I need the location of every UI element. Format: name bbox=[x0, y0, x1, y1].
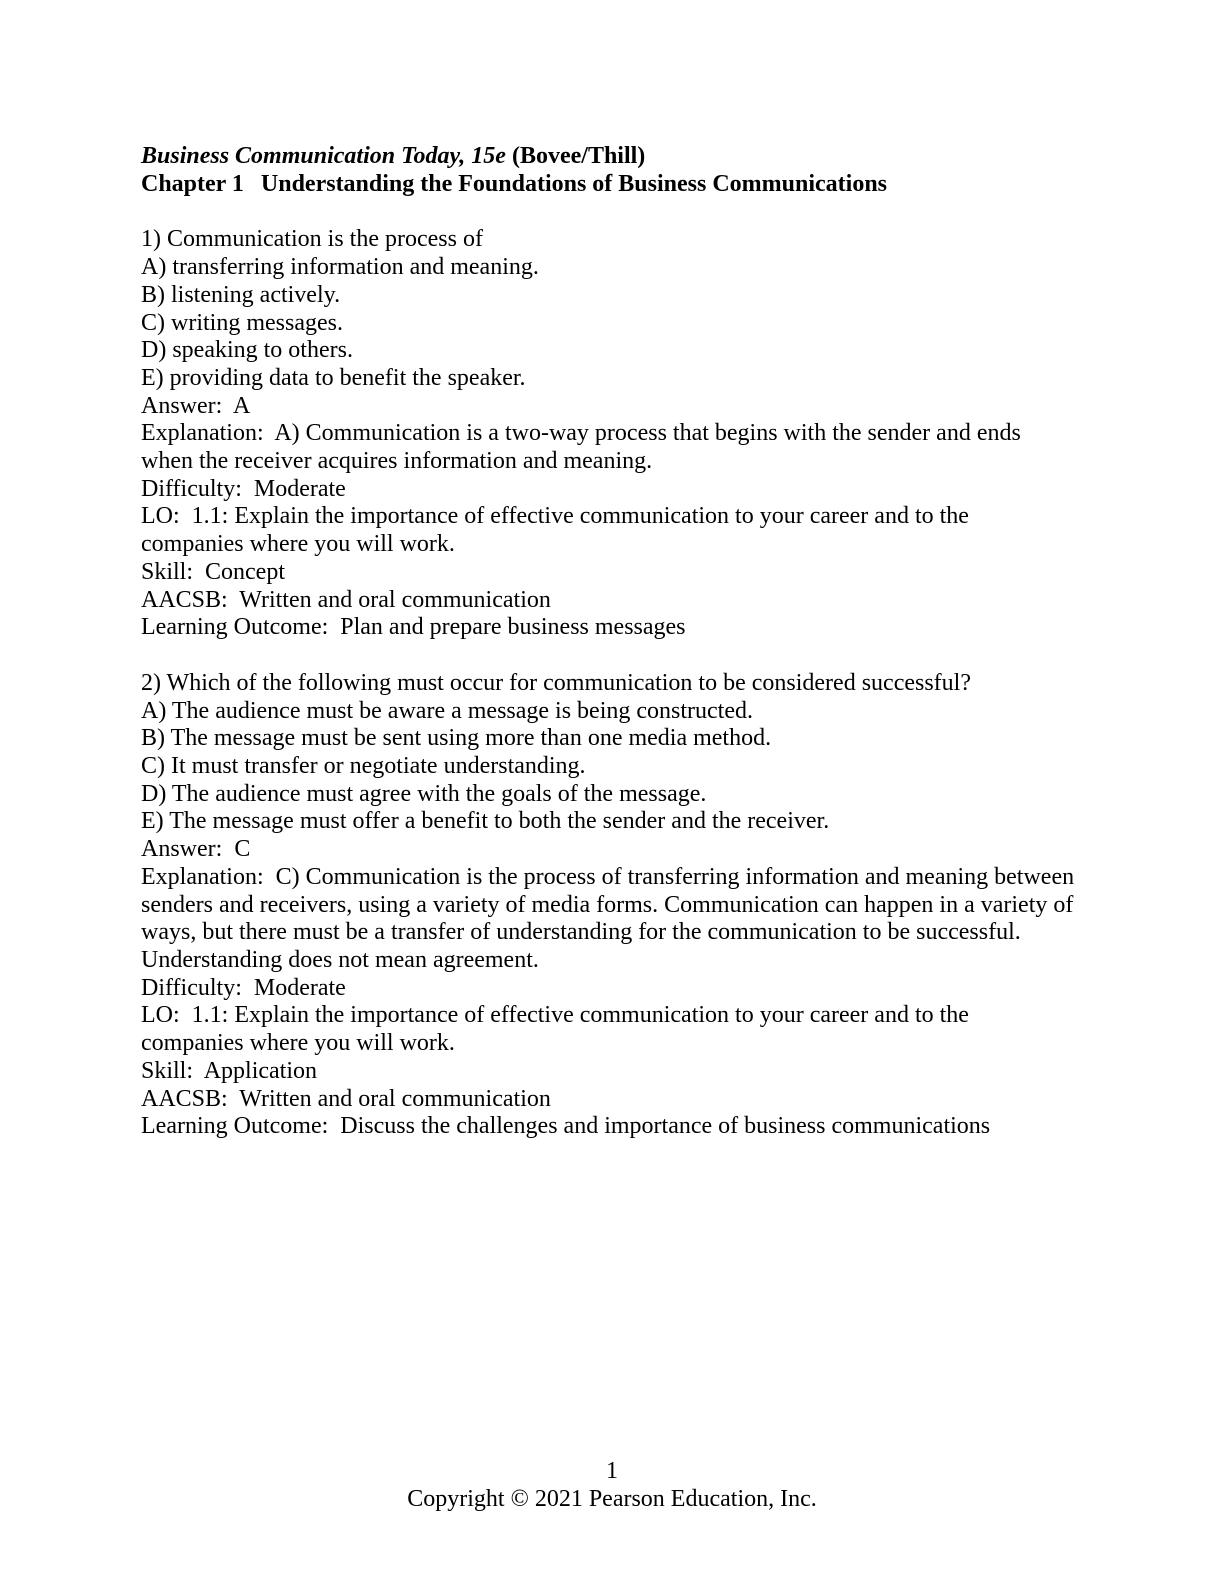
question-line: A) transferring information and meaning. bbox=[141, 254, 539, 281]
question-line: Learning Outcome: Discuss the challenges and importance of business communications bbox=[141, 1113, 991, 1140]
question-line: 1) Communication is the process of bbox=[141, 226, 483, 253]
question-line: D) The audience must agree with the goals of the message. bbox=[141, 780, 707, 807]
question-line: C) It must transfer or negotiate understanding. bbox=[141, 753, 586, 780]
question-line: Learning Outcome: Plan and prepare business messages bbox=[141, 614, 686, 641]
question-line: Explanation: C) Communication is the process of transferring information and meaning between senders and receivers, using a variety of media forms. Communication can happen in a variety of ways, but there must be a transfer of understanding for the communication to be successful. Understanding does not mean agreement. bbox=[141, 863, 1081, 973]
question-line: E) The message must offer a benefit to both the sender and the receiver. bbox=[141, 808, 830, 835]
question-line: Skill: Application bbox=[141, 1057, 318, 1084]
question-line: Answer: C bbox=[141, 836, 251, 863]
question-block bbox=[141, 669, 1081, 1141]
question-line: Skill: Concept bbox=[141, 558, 285, 585]
page-number: 1 bbox=[606, 1458, 618, 1484]
question-line: LO: 1.1: Explain the importance of effective communication to your career and to the companies where you will work. bbox=[141, 1002, 975, 1057]
question-line: LO: 1.1: Explain the importance of effective communication to your career and to the companies where you will work. bbox=[141, 503, 975, 558]
question-line: A) The audience must be aware a message is being constructed. bbox=[141, 697, 753, 724]
question-line: B) The message must be sent using more than one media method. bbox=[141, 725, 772, 752]
copyright-notice: Copyright © 2021 Pearson Education, Inc. bbox=[407, 1485, 817, 1512]
question-line: Answer: A bbox=[141, 392, 251, 419]
question-line: AACSB: Written and oral communication bbox=[141, 586, 551, 613]
question-line: E) providing data to benefit the speaker. bbox=[141, 364, 526, 391]
question-line: AACSB: Written and oral communication bbox=[141, 1085, 551, 1112]
question-line: Difficulty: Moderate bbox=[141, 475, 346, 502]
question-line: B) listening actively. bbox=[141, 281, 341, 308]
question-block bbox=[141, 226, 1077, 642]
question-line: C) writing messages. bbox=[141, 309, 343, 336]
question-line: D) speaking to others. bbox=[141, 337, 353, 364]
chapter-heading bbox=[141, 171, 1077, 199]
book-title: Business Communication Today, 15e bbox=[141, 143, 506, 169]
question-line: 2) Which of the following must occur for communication to be considered successful? bbox=[141, 669, 971, 696]
book-title-line bbox=[141, 143, 1077, 171]
document-header bbox=[141, 143, 1077, 198]
page-footer bbox=[0, 1458, 1224, 1513]
question-line: Difficulty: Moderate bbox=[141, 974, 346, 1001]
book-authors: (Bovee/Thill) bbox=[505, 143, 646, 169]
questions-container bbox=[141, 226, 1081, 1141]
question-line: Explanation: A) Communication is a two-way process that begins with the sender and ends when the receiver acquires information and meaning. bbox=[141, 420, 1027, 475]
chapter-label: Chapter 1 bbox=[141, 170, 244, 197]
chapter-title: Understanding the Foundations of Business Communications bbox=[260, 170, 888, 197]
